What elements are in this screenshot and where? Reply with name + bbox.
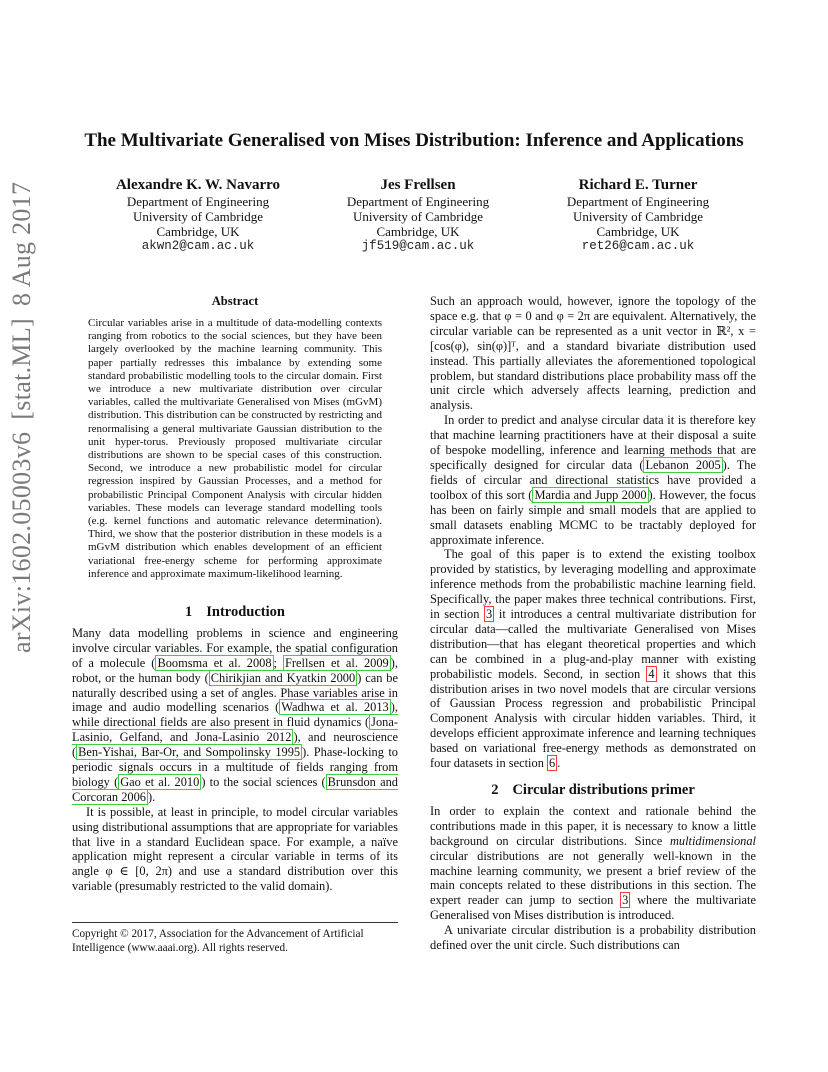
section-ref-link[interactable]: 3 <box>486 607 493 622</box>
right-column <box>430 294 756 953</box>
arxiv-category: [stat.ML] <box>7 318 36 420</box>
citation-link[interactable]: Frellsen et al. 2009 <box>285 655 389 670</box>
citation-link[interactable]: Mardia and Jupp 2000 <box>534 487 647 502</box>
abstract-text: Circular variables arise in a multitude of data-modelling contexts ranging from robotics to the social sciences, but they have been largely overlooked by the machine learning community. This paper partially redresses this imbalance by extending some standard probabilistic modelling tools to the circular domain. First we introduce a new multivariate distribution over circular variables, called the multivariate Generalised von Mises (mGvM) distribution. This distribution can be constructed by restricting and renormalising a general multivariate Gaussian distribution to the unit hyper-torus. Previously proposed multivariate circular distributions are shown to be special cases of this construction. Second, we introduce a new probabilistic model for circular regression inspired by Gaussian Processes, and a method for probabilistic Principal Component Analysis with circular hidden variables. These models can leverage standard modelling tools (e.g. kernel functions and automatic relevance determination). Third, we show that the posterior distribution in these models is a mGvM distribution which enables development of an efficient variational free-energy scheme for performing approximate inference and approximate maximum-likelihood learning. <box>88 316 382 580</box>
section-number: 2 <box>491 782 499 798</box>
author-name: Jes Frellsen <box>380 177 456 193</box>
author-3 <box>528 176 748 254</box>
section-ref-link[interactable]: 4 <box>648 666 655 681</box>
citation-link[interactable]: Ben-Yishai, Bar-Or, and Sompolinsky 1995 <box>78 745 301 760</box>
author-email[interactable]: akwn2@cam.ac.uk <box>141 239 255 253</box>
section-heading-introduction <box>72 605 398 620</box>
emphasis-text: multidimensional <box>669 833 756 848</box>
citation-link[interactable]: Boomsma et al. 2008 <box>157 655 272 670</box>
author-univ: University of Cambridge <box>353 209 483 224</box>
citation-link[interactable]: Jona-Lasinio, Gelfand, and Jona-Lasinio 2012 <box>72 715 398 745</box>
author-block <box>88 176 748 254</box>
author-dept: Department of Engineering <box>566 194 710 209</box>
citation-link[interactable]: Brunsdon and Corcoran 2006 <box>72 774 398 804</box>
paper-title: The Multivariate Generalised von Mises Distribution: Inference and Applications <box>84 130 744 151</box>
citation-link[interactable]: Gao et al. 2010 <box>120 774 200 789</box>
author-name: Alexandre K. W. Navarro <box>115 177 281 193</box>
author-email[interactable]: ret26@cam.ac.uk <box>581 239 695 253</box>
primer-paragraph-1: In order to explain the context and rationale behind the contributions made in this paper, it is necessary to know a little background on circular distributions. Since multidimensional circular distributions are not generally well-known in the machine learning community, we present a brief review of the main concepts related to these distributions in this section. The expert reader can jump to section 3 where the multivariate Generalised von Mises distribution is introduced. <box>430 803 756 923</box>
author-loc: Cambridge, UK <box>376 224 460 239</box>
author-1 <box>88 176 308 254</box>
section-ref-link[interactable]: 3 <box>622 893 629 908</box>
left-column <box>72 294 398 894</box>
intro-paragraph-2: It is possible, at least in principle, to model circular variables using distributional assumptions that are appropriate for variables that live in a standard Euclidean space. For example, a naïve application might represent a circular variable in terms of its angle φ ∈ [0, 2π) and use a standard distribution over this variable (presumably restricted to the valid domain). <box>72 804 398 894</box>
citation-link[interactable]: Lebanon 2005 <box>645 457 721 472</box>
section-ref-link[interactable]: 6 <box>549 756 556 771</box>
author-univ: University of Cambridge <box>133 209 263 224</box>
author-2 <box>308 176 528 254</box>
arxiv-id: arXiv:1602.05003v6 <box>7 431 36 653</box>
author-dept: Department of Engineering <box>346 194 490 209</box>
primer-paragraph-2: A univariate circular distribution is a probability distribution defined over the unit circle. Such distributions can <box>430 923 756 953</box>
section-number: 1 <box>185 603 193 620</box>
intro-paragraph-5: The goal of this paper is to extend the existing toolbox provided by statistics, by leveraging modelling and approximate inference methods from the probabilistic machine learning field. Specifically, the paper makes three technical contributions. First, in section 3 it introduces a central multivariate distribution for circular data—called the multivariate Generalised von Mises distribution—that has elegant theoretical properties and which can be combined in a plug-and-play manner with existing probabilistic models. Second, in section 4 it shows that this distribution arises in two novel models that are circular versions of Gaussian Process regression and probabilistic Principal Component Analysis with circular hidden variables. Third, it develops efficient approximate inference and learning techniques based on variational free-energy methods as demonstrated on four datasets in section 6 . <box>430 547 756 771</box>
author-name: Richard E. Turner <box>578 177 698 193</box>
section-title: Circular distributions primer <box>512 782 695 798</box>
copyright-footnote: Copyright © 2017, Association for the Advancement of Artificial Intelligence (www.aaai.org). All rights reserved. <box>72 922 398 955</box>
intro-paragraph-1: Many data modelling problems in science and engineering involve circular variables. For example, the spatial configuration of a molecule ( Boomsma et al. 2008 ; Frellsen et al. 2009 ), robot, or the human body ( Chirikjian and Kyatkin 2000 ) can be naturally described using a set of angles. Phase variables arise in image and audio modelling scenarios ( Wadhwa et al. 2013 ), while directional fields are also present in fluid dynamics ( Jona-Lasinio, Gelfand, and Jona-Lasinio 2012 ), and neuroscience ( Ben-Yishai, Bar-Or, and Sompolinsky 1995 ). Phase-locking to periodic signals occurs in a multitude of fields ranging from biology ( Gao et al. 2010 ) to the social sciences ( Brunsdon and Corcoran 2006 ). <box>72 625 398 804</box>
citation-link[interactable]: Chirikjian and Kyatkin 2000 <box>210 670 356 685</box>
abstract-heading: Abstract <box>211 294 259 308</box>
arxiv-stamp <box>5 181 39 653</box>
intro-paragraph-4: In order to predict and analyse circular data it is therefore key that machine learning practitioners have at their disposal a suite of bespoke modelling, inference and learning methods that are specifically designed for circular data ( Lebanon 2005 ). The fields of circular and directional statistics have provided a toolbox of this sort ( Mardia and Jupp 2000 ). However, the focus has been on fairly simple and small models that are applied to small datasets enabling MCMC to be tractably deployed for approximate inference. <box>430 413 756 547</box>
section-title: Introduction <box>206 603 285 620</box>
author-dept: Department of Engineering <box>126 194 270 209</box>
author-loc: Cambridge, UK <box>156 224 240 239</box>
citation-link[interactable]: Wadhwa et al. 2013 <box>281 700 389 715</box>
author-loc: Cambridge, UK <box>596 224 680 239</box>
author-univ: University of Cambridge <box>573 209 703 224</box>
section-heading-primer <box>430 783 756 798</box>
arxiv-date: 8 Aug 2017 <box>7 181 36 307</box>
intro-paragraph-3: Such an approach would, however, ignore the topology of the space e.g. that φ = 0 and φ = 2π are equivalent. Alternatively, the circular variable can be represented as a unit vector in ℝ², x = [cos(φ), sin(φ)]ᵀ, and a standard bivariate distribution used instead. This partially alleviates the aforementioned topological problem, but standard distributions place probability mass off the unit circle which adversely affects learning, prediction and analysis. <box>430 294 756 413</box>
author-email[interactable]: jf519@cam.ac.uk <box>361 239 475 253</box>
